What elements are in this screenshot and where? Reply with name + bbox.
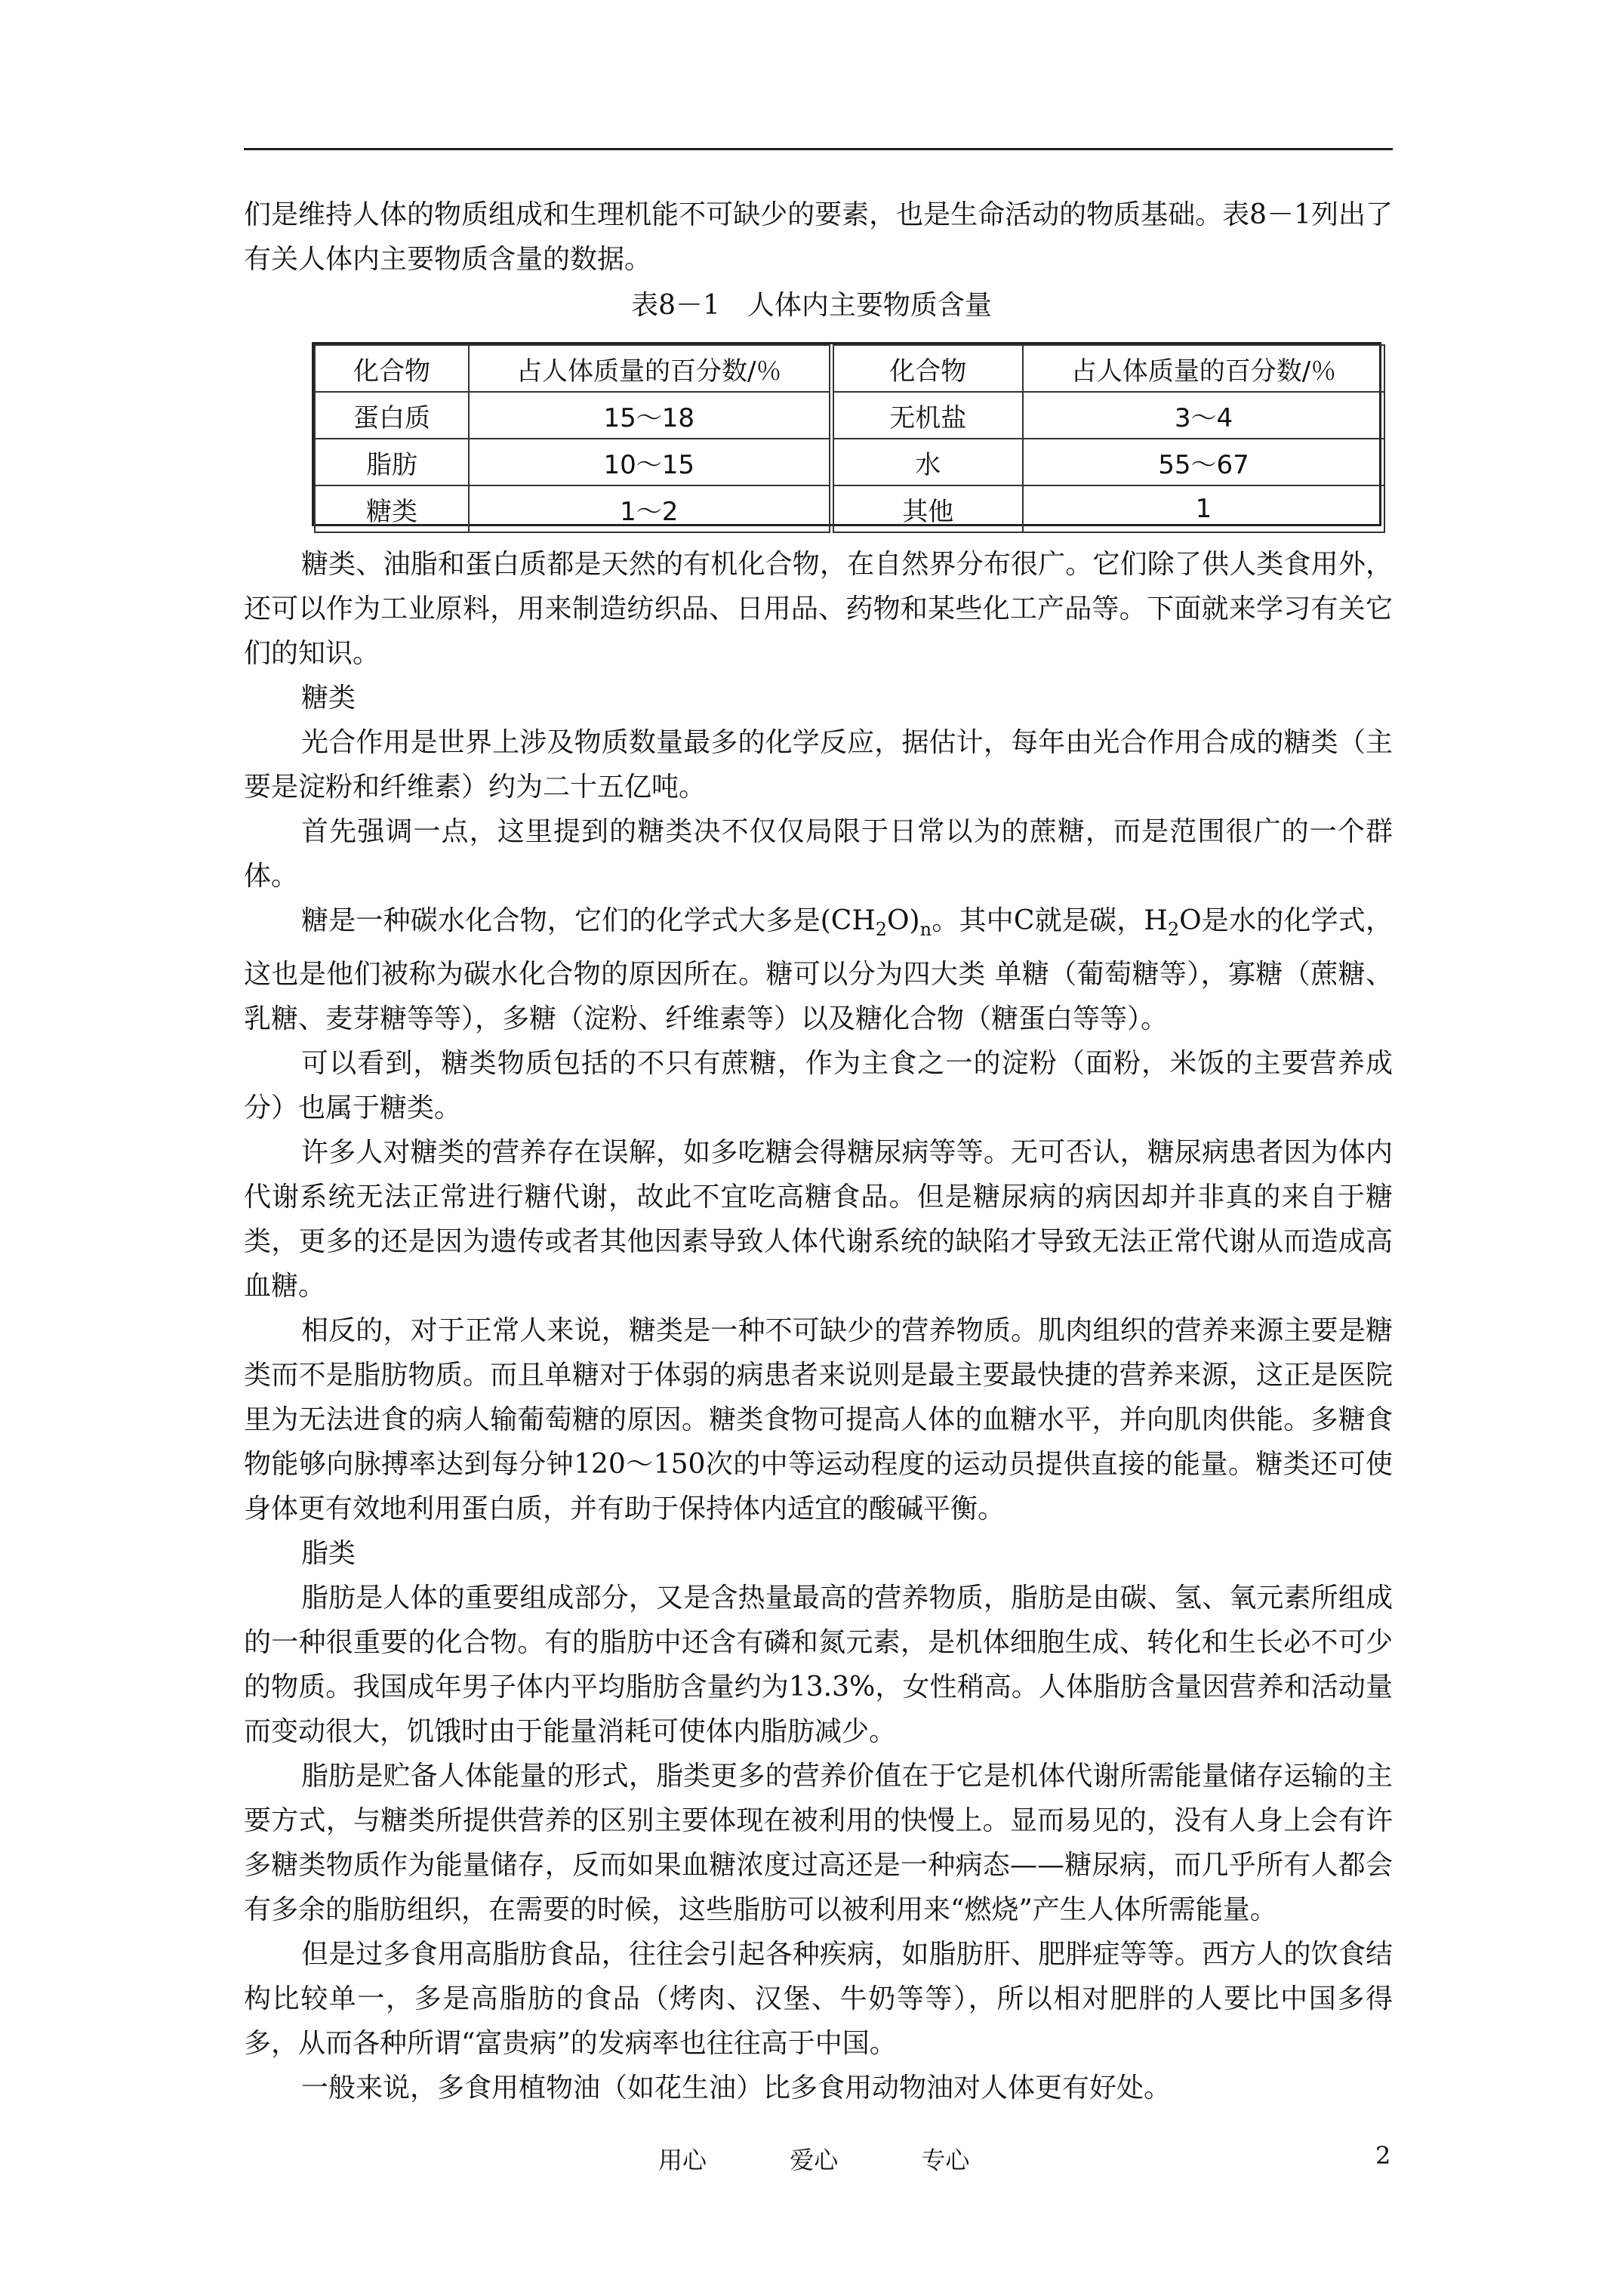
table-header-cell: 占人体质量的百分数/％ bbox=[469, 345, 831, 392]
intro-paragraph: 们是维持人体的物质组成和生理机能不可缺少的要素，也是生命活动的物质基础。表8－1列出了有关人体内主要物质含量的数据。 bbox=[244, 199, 1393, 275]
table-row bbox=[315, 485, 1384, 532]
section-heading-fat: 脂类 bbox=[301, 1538, 356, 1570]
paragraph: 首先强调一点，这里提到的糖类决不仅仅局限于日常以为的蔗糖，而是范围很广的一个群体。 bbox=[244, 816, 1393, 892]
paragraph: 脂肪是人体的重要组成部分，又是含热量最高的营养物质，脂肪是由碳、氢、氧元素所组成的一种很重要的化合物。有的脂肪中还含有磷和氮元素，是机体细胞生成、转化和生长必不可少的物质。我国成年男子体内平均脂肪含量约为13.3%，女性稍高。人体脂肪含量因营养和活动量而变动很大，饥饿时由于能量消耗可使体内脂肪减少。 bbox=[244, 1583, 1393, 1748]
table-cell: 糖类 bbox=[315, 485, 469, 532]
paragraph: 但是过多食用高脂肪食品，往往会引起各种疾病，如脂肪肝、肥胖症等等。西方人的饮食结构比较单一，多是高脂肪的食品（烤肉、汉堡、牛奶等等），所以相对肥胖的人要比中国多得多，从而各种所谓“富贵病”的发病率也往往高于中国。 bbox=[244, 1939, 1393, 2060]
subscript: 2 bbox=[1167, 919, 1180, 941]
subscript: n bbox=[919, 919, 932, 941]
subscript: 2 bbox=[875, 919, 888, 941]
table-row bbox=[315, 439, 1384, 485]
table-cell: 10～15 bbox=[469, 439, 831, 485]
substance-table bbox=[312, 342, 1381, 526]
footer-motto-item: 爱心 bbox=[790, 2146, 839, 2174]
intro-block bbox=[244, 193, 1393, 282]
table-cell: 1 bbox=[1023, 485, 1384, 532]
body-text bbox=[244, 542, 1393, 2110]
table-cell: 3～4 bbox=[1023, 392, 1384, 439]
table-cell: 55～67 bbox=[1023, 439, 1384, 485]
paragraph: 相反的，对于正常人来说，糖类是一种不可缺少的营养物质。肌肉组织的营养来源主要是糖类而不是脂肪物质。而且单糖对于体弱的病患者来说则是最主要最快捷的营养来源，这正是医院里为无法进食的病人输葡萄糖的原因。糖类食物可提高人体的血糖水平，并向肌肉供能。多糖食物能够向脉搏率达到每分钟120～150次的中等运动程度的运动员提供直接的能量。糖类还可使身体更有效地利用蛋白质，并有助于保持体内适宜的酸碱平衡。 bbox=[244, 1315, 1393, 1525]
formula-text: O) bbox=[887, 905, 920, 936]
paragraph: 许多人对糖类的营养存在误解，如多吃糖会得糖尿病等等。无可否认，糖尿病患者因为体内代谢系统无法正常进行糖代谢，故此不宜吃高糖食品。但是糖尿病的病因却并非真的来自于糖类，更多的还是因为遗传或者其他因素导致人体代谢系统的缺陷才导致无法正常代谢从而造成高血糖。 bbox=[244, 1137, 1393, 1302]
table-cell: 蛋白质 bbox=[315, 392, 469, 439]
table-header-cell: 化合物 bbox=[831, 345, 1023, 392]
formula-text: 糖是一种碳水化合物，它们的化学式大多是(CH bbox=[301, 905, 876, 936]
table-cell: 水 bbox=[831, 439, 1023, 485]
table-cell: 脂肪 bbox=[315, 439, 469, 485]
table-cell: 无机盐 bbox=[831, 392, 1023, 439]
formula-text: 。其中C就是碳，H bbox=[932, 905, 1168, 936]
header-rule bbox=[244, 148, 1393, 150]
table-header-cell: 化合物 bbox=[315, 345, 469, 392]
paragraph: 光合作用是世界上涉及物质数量最多的化学反应，据估计，每年由光合作用合成的糖类（主要是淀粉和纤维素）约为二十五亿吨。 bbox=[244, 727, 1393, 803]
paragraph: 一般来说，多食用植物油（如花生油）比多食用动物油对人体更有好处。 bbox=[301, 2073, 1172, 2104]
paragraph-formula bbox=[244, 898, 1393, 1041]
table-header-row bbox=[315, 345, 1384, 392]
table-cell: 其他 bbox=[831, 485, 1023, 532]
table-header-cell: 占人体质量的百分数/％ bbox=[1023, 345, 1384, 392]
table-cell: 1～2 bbox=[469, 485, 831, 532]
paragraph: 脂肪是贮备人体能量的形式，脂类更多的营养价值在于它是机体代谢所需能量储存运输的主要方式，与糖类所提供营养的区别主要体现在被利用的快慢上。显而易见的，没有人身上会有许多糖类物质作为能量储存，反而如果血糖浓度过高还是一种病态——糖尿病，而几乎所有人都会有多余的脂肪组织，在需要的时候，这些脂肪可以被利用来“燃烧”产生人体所需能量。 bbox=[244, 1761, 1393, 1926]
paragraph: 糖类、油脂和蛋白质都是天然的有机化合物，在自然界分布很广。它们除了供人类食用外，还可以作为工业原料，用来制造纺织品、日用品、药物和某些化工产品等。下面就来学习有关它们的知识。 bbox=[244, 549, 1393, 669]
table-row bbox=[315, 392, 1384, 439]
formula-text: O是水的化学式，这也是他们被称为碳水化合物的原因所在。糖可以分为四大类 单糖（葡萄糖等），寡糖（蔗糖、乳糖、麦芽糖等等），多糖（淀粉、纤维素等）以及糖化合物（糖蛋白等等）。 bbox=[244, 905, 1393, 1035]
paragraph: 可以看到，糖类物质包括的不只有蔗糖，作为主食之一的淀粉（面粉，米饭的主要营养成分）也属于糖类。 bbox=[244, 1048, 1393, 1124]
table-caption: 表8－1 人体内主要物质含量 bbox=[631, 290, 992, 321]
footer-motto-item: 用心 bbox=[658, 2146, 707, 2174]
footer-motto bbox=[658, 2141, 1045, 2176]
table-cell: 15～18 bbox=[469, 392, 831, 439]
page-number: 2 bbox=[1375, 2141, 1391, 2170]
section-heading-sugar: 糖类 bbox=[301, 683, 356, 713]
footer-motto-item: 专心 bbox=[921, 2146, 970, 2174]
